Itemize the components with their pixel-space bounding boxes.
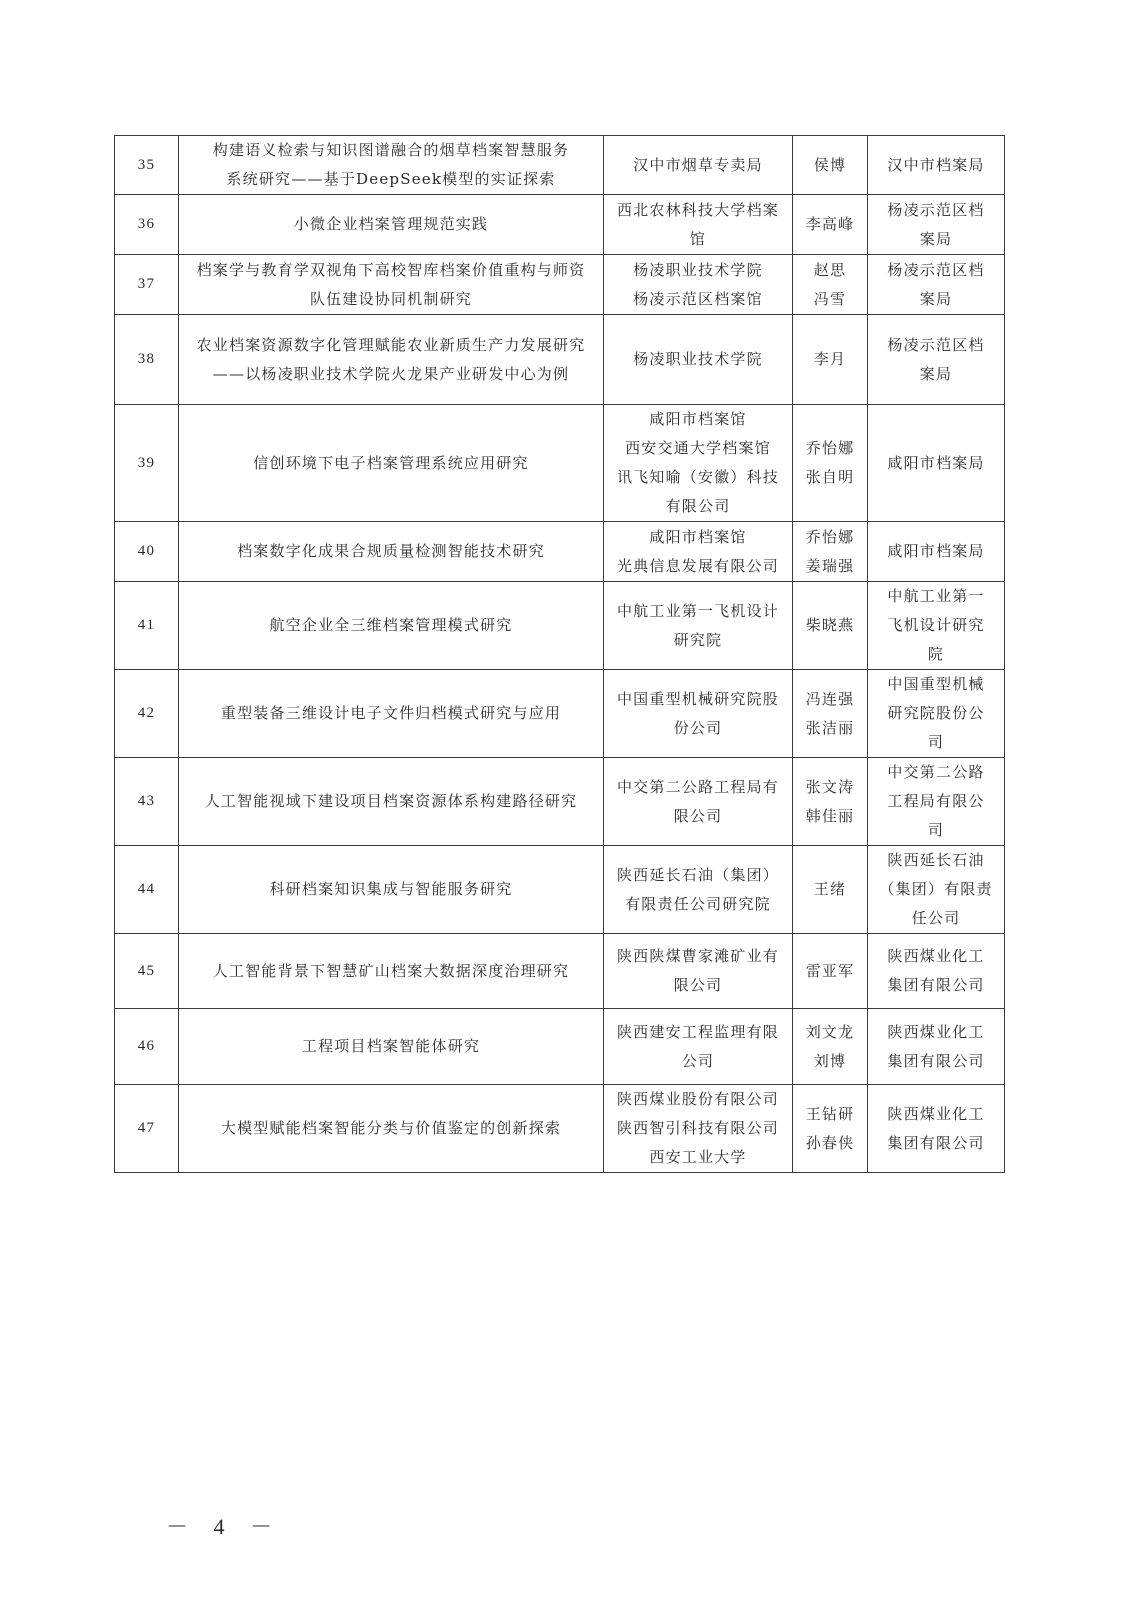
cell-organization bbox=[604, 1009, 793, 1085]
cell-project-title bbox=[179, 405, 604, 522]
table-row bbox=[115, 934, 1005, 1009]
cell-lead-person bbox=[793, 758, 868, 846]
cell-organization-line: 西安工业大学 bbox=[649, 1148, 747, 1166]
cell-project-title bbox=[179, 582, 604, 670]
table-body bbox=[115, 136, 1005, 1173]
cell-organization bbox=[604, 255, 793, 315]
cell-project-title-line: 系统研究——基于DeepSeek模型的实证探索 bbox=[226, 170, 556, 188]
cell-recommending-unit-line: 司 bbox=[927, 821, 945, 839]
cell-organization-line: 杨凌职业技术学院 bbox=[633, 350, 763, 368]
cell-lead-person-line: 张自明 bbox=[805, 468, 855, 486]
cell-recommending-unit-line: （集团）有限责 bbox=[879, 880, 993, 898]
cell-project-title-line: 人工智能视域下建设项目档案资源体系构建路径研究 bbox=[204, 792, 578, 810]
cell-lead-person-line: 雷亚军 bbox=[805, 961, 855, 980]
cell-recommending-unit-line: 中交第二公路 bbox=[887, 763, 985, 781]
table-row bbox=[115, 405, 1005, 522]
cell-recommending-unit bbox=[868, 1009, 1005, 1085]
cell-organization-line: 陕西建安工程监理有限 bbox=[616, 1022, 779, 1041]
cell-lead-person bbox=[793, 136, 868, 195]
cell-lead-person-line: 王钻研 bbox=[805, 1104, 855, 1123]
cell-recommending-unit-line: 陕西煤业化工 bbox=[887, 947, 985, 965]
cell-recommending-unit-line: 陕西延长石油 bbox=[887, 851, 985, 869]
cell-recommending-unit bbox=[868, 255, 1005, 315]
cell-organization-line: 陕西煤业股份有限公司 bbox=[616, 1090, 779, 1108]
cell-number: 42 bbox=[115, 670, 179, 758]
cell-organization-line: 咸阳市档案馆 bbox=[649, 410, 747, 428]
cell-recommending-unit-line: 集团有限公司 bbox=[887, 976, 985, 994]
cell-lead-person-line: 乔怡娜 bbox=[805, 527, 855, 546]
cell-recommending-unit-line: 杨凌示范区档 bbox=[887, 335, 985, 354]
cell-organization-line: 西北农林科技大学档案 bbox=[616, 200, 779, 219]
cell-number: 46 bbox=[115, 1009, 179, 1085]
cell-recommending-unit bbox=[868, 405, 1005, 522]
cell-project-title-line: 科研档案知识集成与智能服务研究 bbox=[269, 880, 513, 898]
cell-number: 44 bbox=[115, 846, 179, 934]
cell-project-title-line: 档案学与教育学双视角下高校智库档案价值重构与师资 bbox=[196, 260, 586, 279]
cell-recommending-unit-line: 案局 bbox=[919, 364, 953, 383]
cell-project-title bbox=[179, 255, 604, 315]
cell-organization-line: 中国重型机械研究院股 bbox=[616, 689, 779, 708]
cell-organization bbox=[604, 522, 793, 582]
cell-organization bbox=[604, 195, 793, 255]
cell-recommending-unit-line: 杨凌示范区档 bbox=[887, 260, 985, 279]
cell-lead-person-line: 王绪 bbox=[813, 880, 847, 898]
cell-lead-person bbox=[793, 255, 868, 315]
cell-project-title bbox=[179, 315, 604, 405]
cell-lead-person-line: 侯博 bbox=[813, 155, 847, 174]
table-row bbox=[115, 1009, 1005, 1085]
cell-organization bbox=[604, 758, 793, 846]
cell-recommending-unit bbox=[868, 846, 1005, 934]
cell-lead-person bbox=[793, 582, 868, 670]
project-list-table bbox=[114, 135, 1005, 1173]
cell-number: 35 bbox=[115, 136, 179, 195]
cell-organization bbox=[604, 846, 793, 934]
table-row bbox=[115, 315, 1005, 405]
cell-lead-person-line: 柴晓燕 bbox=[805, 616, 855, 634]
cell-lead-person bbox=[793, 405, 868, 522]
cell-organization bbox=[604, 1085, 793, 1173]
cell-recommending-unit-line: 工程局有限公 bbox=[887, 792, 985, 810]
cell-lead-person-line: 冯雪 bbox=[813, 289, 847, 308]
cell-recommending-unit-line: 集团有限公司 bbox=[887, 1133, 985, 1152]
cell-organization bbox=[604, 405, 793, 522]
cell-project-title bbox=[179, 1009, 604, 1085]
cell-recommending-unit-line: 咸阳市档案局 bbox=[887, 542, 985, 560]
cell-recommending-unit-line: 中国重型机械 bbox=[887, 675, 985, 693]
cell-lead-person-line: 张文涛 bbox=[805, 777, 855, 796]
cell-project-title bbox=[179, 136, 604, 195]
cell-lead-person-line: 姜瑞强 bbox=[805, 556, 855, 575]
cell-lead-person bbox=[793, 522, 868, 582]
cell-organization bbox=[604, 670, 793, 758]
cell-organization-line: 汉中市烟草专卖局 bbox=[633, 155, 763, 174]
cell-recommending-unit-line: 咸阳市档案局 bbox=[887, 453, 985, 472]
cell-number: 38 bbox=[115, 315, 179, 405]
cell-organization-line: 西安交通大学档案馆 bbox=[625, 439, 771, 457]
cell-recommending-unit-line: 陕西煤业化工 bbox=[887, 1022, 985, 1041]
cell-lead-person-line: 冯连强 bbox=[805, 689, 855, 708]
cell-number: 37 bbox=[115, 255, 179, 315]
cell-recommending-unit-line: 院 bbox=[927, 645, 945, 663]
cell-recommending-unit-line: 杨凌示范区档 bbox=[887, 200, 985, 219]
cell-organization-line: 杨凌示范区档案馆 bbox=[633, 289, 763, 308]
cell-organization bbox=[604, 582, 793, 670]
cell-recommending-unit-line: 飞机设计研究 bbox=[887, 616, 985, 634]
cell-lead-person bbox=[793, 195, 868, 255]
cell-project-title-line: 重型装备三维设计电子文件归档模式研究与应用 bbox=[220, 704, 562, 722]
cell-lead-person-line: 乔怡娜 bbox=[805, 439, 855, 457]
cell-recommending-unit bbox=[868, 195, 1005, 255]
cell-project-title bbox=[179, 195, 604, 255]
cell-project-title bbox=[179, 758, 604, 846]
table-row bbox=[115, 1085, 1005, 1173]
table-row bbox=[115, 758, 1005, 846]
cell-organization-line: 陕西陕煤曹家滩矿业有 bbox=[616, 947, 779, 965]
cell-recommending-unit bbox=[868, 670, 1005, 758]
cell-lead-person bbox=[793, 315, 868, 405]
table-row bbox=[115, 582, 1005, 670]
cell-organization-line: 有限责任公司研究院 bbox=[625, 894, 771, 913]
cell-organization-line: 光典信息发展有限公司 bbox=[616, 556, 779, 575]
cell-organization-line: 杨凌职业技术学院 bbox=[633, 260, 763, 279]
cell-organization bbox=[604, 136, 793, 195]
cell-recommending-unit-line: 陕西煤业化工 bbox=[887, 1104, 985, 1123]
cell-organization bbox=[604, 315, 793, 405]
cell-number: 47 bbox=[115, 1085, 179, 1173]
cell-lead-person-line: 李月 bbox=[813, 350, 847, 368]
cell-recommending-unit-line: 案局 bbox=[919, 229, 953, 248]
cell-lead-person-line: 韩佳丽 bbox=[805, 806, 855, 825]
cell-project-title bbox=[179, 934, 604, 1009]
cell-organization-line: 咸阳市档案馆 bbox=[649, 527, 747, 546]
cell-organization-line: 研究院 bbox=[673, 630, 723, 649]
cell-project-title-line: 构建语义检索与知识图谱融合的烟草档案智慧服务 bbox=[212, 141, 570, 159]
cell-organization-line: 中航工业第一飞机设计 bbox=[616, 601, 779, 620]
cell-project-title-line: 信创环境下电子档案管理系统应用研究 bbox=[253, 453, 529, 472]
cell-organization-line: 有限公司 bbox=[665, 497, 731, 515]
cell-lead-person-line: 李高峰 bbox=[805, 215, 855, 233]
cell-project-title-line: 农业档案资源数字化管理赋能农业新质生产力发展研究 bbox=[196, 335, 586, 354]
page-number: － 4 － bbox=[166, 1514, 283, 1539]
cell-lead-person bbox=[793, 1009, 868, 1085]
cell-organization-line: 限公司 bbox=[673, 976, 723, 994]
cell-recommending-unit bbox=[868, 522, 1005, 582]
cell-number: 36 bbox=[115, 195, 179, 255]
cell-recommending-unit bbox=[868, 1085, 1005, 1173]
cell-organization-line: 公司 bbox=[681, 1051, 715, 1070]
cell-lead-person bbox=[793, 670, 868, 758]
cell-organization bbox=[604, 934, 793, 1009]
table-row bbox=[115, 255, 1005, 315]
cell-project-title-line: 队伍建设协同机制研究 bbox=[309, 289, 472, 308]
cell-recommending-unit-line: 司 bbox=[927, 733, 945, 751]
table-row bbox=[115, 846, 1005, 934]
cell-project-title-line: 工程项目档案智能体研究 bbox=[301, 1037, 481, 1055]
cell-recommending-unit-line: 任公司 bbox=[911, 909, 961, 927]
cell-recommending-unit bbox=[868, 582, 1005, 670]
cell-project-title-line: 人工智能背景下智慧矿山档案大数据深度治理研究 bbox=[212, 961, 570, 980]
cell-recommending-unit bbox=[868, 934, 1005, 1009]
table-row bbox=[115, 670, 1005, 758]
cell-number: 41 bbox=[115, 582, 179, 670]
cell-recommending-unit-line: 案局 bbox=[919, 289, 953, 308]
cell-project-title bbox=[179, 670, 604, 758]
cell-lead-person bbox=[793, 1085, 868, 1173]
cell-project-title bbox=[179, 1085, 604, 1173]
cell-organization-line: 份公司 bbox=[673, 718, 723, 737]
cell-lead-person bbox=[793, 846, 868, 934]
cell-project-title-line: 小微企业档案管理规范实践 bbox=[293, 215, 489, 233]
table-row bbox=[115, 136, 1005, 195]
cell-recommending-unit-line: 研究院股份公 bbox=[887, 704, 985, 722]
cell-recommending-unit bbox=[868, 758, 1005, 846]
cell-recommending-unit bbox=[868, 136, 1005, 195]
cell-number: 45 bbox=[115, 934, 179, 1009]
cell-recommending-unit-line: 汉中市档案局 bbox=[887, 155, 985, 174]
cell-number: 43 bbox=[115, 758, 179, 846]
cell-lead-person-line: 刘博 bbox=[813, 1051, 847, 1070]
cell-number: 39 bbox=[115, 405, 179, 522]
cell-project-title-line: 航空企业全三维档案管理模式研究 bbox=[269, 616, 513, 634]
cell-lead-person-line: 张洁丽 bbox=[805, 718, 855, 737]
cell-organization-line: 馆 bbox=[689, 229, 707, 248]
cell-organization-line: 讯飞知喻（安徽）科技 bbox=[616, 468, 779, 486]
cell-lead-person-line: 孙春侠 bbox=[805, 1133, 855, 1152]
cell-project-title-line: ——以杨凌职业技术学院火龙果产业研发中心为例 bbox=[212, 364, 570, 383]
cell-organization-line: 限公司 bbox=[673, 806, 723, 825]
cell-organization-line: 中交第二公路工程局有 bbox=[616, 777, 779, 796]
cell-organization-line: 陕西智引科技有限公司 bbox=[616, 1119, 779, 1137]
cell-project-title-line: 大模型赋能档案智能分类与价值鉴定的创新探索 bbox=[220, 1119, 562, 1137]
cell-lead-person-line: 刘文龙 bbox=[805, 1022, 855, 1041]
cell-recommending-unit bbox=[868, 315, 1005, 405]
cell-project-title-line: 档案数字化成果合规质量检测智能技术研究 bbox=[237, 542, 545, 560]
cell-lead-person-line: 赵思 bbox=[813, 260, 847, 279]
cell-lead-person bbox=[793, 934, 868, 1009]
cell-project-title bbox=[179, 846, 604, 934]
cell-organization-line: 陕西延长石油（集团） bbox=[616, 865, 779, 884]
table-row bbox=[115, 195, 1005, 255]
cell-project-title bbox=[179, 522, 604, 582]
table-row bbox=[115, 522, 1005, 582]
cell-number: 40 bbox=[115, 522, 179, 582]
cell-recommending-unit-line: 中航工业第一 bbox=[887, 587, 985, 605]
cell-recommending-unit-line: 集团有限公司 bbox=[887, 1051, 985, 1070]
